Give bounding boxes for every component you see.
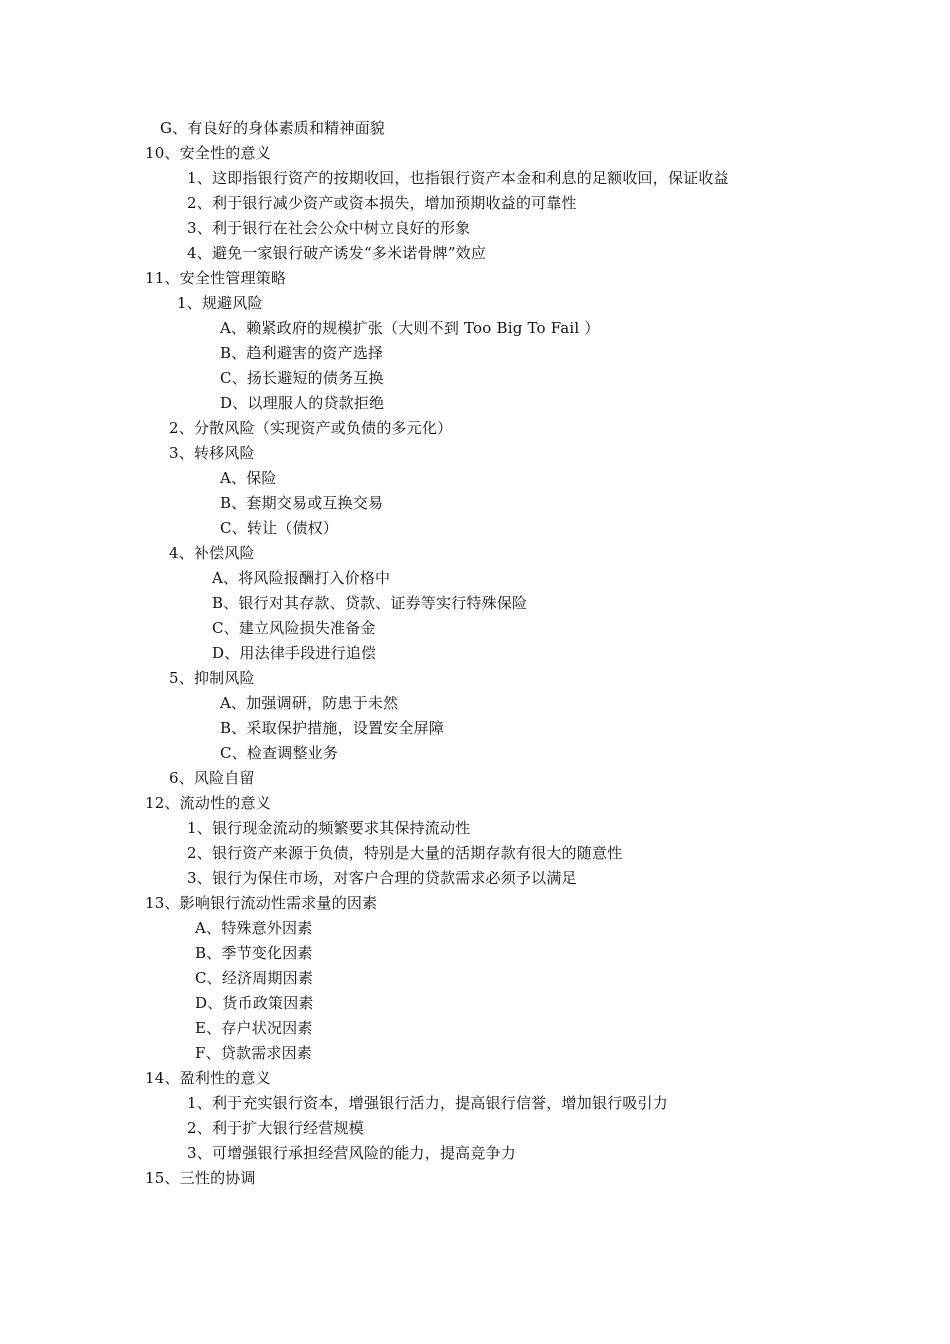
text-line: C、建立风险损失准备金	[212, 619, 376, 637]
text-line: A、加强调研，防患于未然	[220, 694, 399, 712]
text-line: B、套期交易或互换交易	[220, 494, 384, 512]
section-heading: 12、流动性的意义	[145, 794, 271, 812]
text-line: F、贷款需求因素	[195, 1044, 313, 1062]
section-heading: 15、三性的协调	[145, 1169, 256, 1187]
text-line: B、采取保护措施，设置安全屏障	[220, 719, 445, 737]
text-line: C、转让（债权）	[220, 519, 339, 537]
text-line: A、赖紧政府的规模扩张（大则不到 Too Big To Fail ）	[220, 319, 600, 337]
text-line: 6、风险自留	[169, 769, 255, 787]
text-line: C、经济周期因素	[195, 969, 314, 987]
text-line: D、用法律手段进行追偿	[212, 644, 377, 662]
text-line: 2、利于扩大银行经营规模	[187, 1119, 364, 1137]
text-line: 1、银行现金流动的频繁要求其保持流动性	[187, 819, 471, 837]
text-line: B、银行对其存款、贷款、证券等实行特殊保险	[212, 594, 528, 612]
text-line: 1、这即指银行资产的按期收回，也指银行资产本金和利息的足额收回，保证收益	[187, 169, 729, 187]
text-line: 2、银行资产来源于负债，特别是大量的活期存款有很大的随意性	[187, 844, 623, 862]
text-line: A、特殊意外因素	[195, 919, 313, 937]
text-line: 3、可增强银行承担经营风险的能力，提高竞争力	[187, 1144, 516, 1162]
text-line: C、检查调整业务	[220, 744, 339, 762]
text-line: 1、利于充实银行资本，增强银行活力，提高银行信誉，增加银行吸引力	[187, 1094, 668, 1112]
text-line: 5、抑制风险	[169, 669, 255, 687]
text-line: C、扬长避短的债务互换	[220, 369, 384, 387]
section-heading: 14、盈利性的意义	[145, 1069, 271, 1087]
section-heading: 11、安全性管理策略	[145, 269, 287, 287]
text-line: A、保险	[220, 469, 277, 487]
text-line: B、趋利避害的资产选择	[220, 344, 384, 362]
text-line: D、以理服人的贷款拒绝	[220, 394, 385, 412]
text-line: 4、避免一家银行破产诱发“多米诺骨牌”效应	[187, 244, 487, 262]
text-line: 3、利于银行在社会公众中树立良好的形象	[187, 219, 471, 237]
section-heading: 10、安全性的意义	[145, 144, 271, 162]
text-line: 4、补偿风险	[169, 544, 255, 562]
section-heading: 13、影响银行流动性需求量的因素	[145, 894, 378, 912]
text-line: 3、转移风险	[169, 444, 255, 462]
text-line: 2、利于银行减少资产或资本损失，增加预期收益的可靠性	[187, 194, 577, 212]
text-line: A、将风险报酬打入价格中	[212, 569, 391, 587]
text-line: 3、银行为保住市场，对客户合理的贷款需求必须予以满足	[187, 869, 577, 887]
text-line: 2、分散风险（实现资产或负债的多元化）	[169, 419, 453, 437]
text-line: 1、规避风险	[177, 294, 263, 312]
text-line: D、货币政策因素	[195, 994, 314, 1012]
text-line: E、存户状况因素	[195, 1019, 313, 1037]
text-line: B、季节变化因素	[195, 944, 313, 962]
text-line: G、有良好的身体素质和精神面貌	[160, 119, 385, 137]
